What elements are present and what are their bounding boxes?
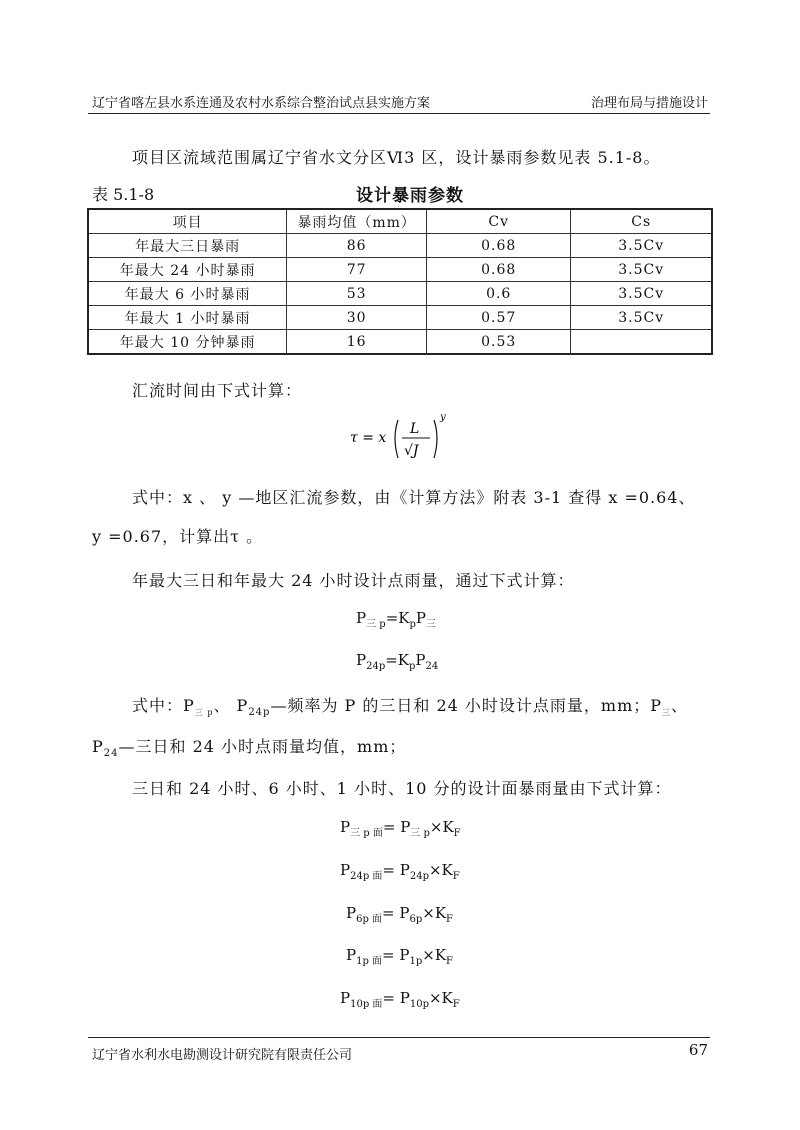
table-cell: 0.68 <box>427 234 571 258</box>
table-header-cell: Cs <box>571 209 712 234</box>
table-cell: 0.6 <box>427 282 571 306</box>
intro-paragraph: 项目区流域范围属辽宁省水文分区Ⅵ3 区，设计暴雨参数见表 5.1-8。 <box>132 148 661 167</box>
area-rainfall-paragraph: 三日和 24 小时、6 小时、1 小时、10 分的设计面暴雨量由下式计算： <box>132 779 672 798</box>
tau-formula-denominator: √J <box>404 443 419 459</box>
table-cell: 0.57 <box>427 306 571 330</box>
area-formula-6h: $P_{6p 面}= P_{6p}\times K_F$ <box>346 904 453 925</box>
table-cell: 年最大 6 小时暴雨 <box>88 282 287 306</box>
confluence-paragraph: 汇流时间由下式计算： <box>132 381 303 400</box>
area-formula-10min: $P_{10p 面}= P_{10p}\times K_F$ <box>340 989 460 1010</box>
table-cell: 年最大 10 分钟暴雨 <box>88 330 287 355</box>
tau-formula-lhs: τ = x <box>350 430 387 446</box>
tau-formula-exponent: y <box>440 412 446 423</box>
table-row <box>88 330 712 355</box>
table-cell: 年最大 24 小时暴雨 <box>88 258 287 282</box>
annual-max-paragraph: 年最大三日和年最大 24 小时设计点雨量，通过下式计算： <box>132 571 575 590</box>
table-row <box>88 234 712 258</box>
where-paragraph-2a: 式中：$P_{三 p}$、 $P_{24p}—$频率为 P 的三日和 24 小时设计点雨量，mm；$P_三$、 <box>132 696 689 719</box>
footer-divider <box>88 1037 710 1038</box>
table-row <box>88 306 712 330</box>
table-cell: 0.68 <box>427 258 571 282</box>
point-rainfall-formula-3day: $P_{三 p}=K_pP_三$ <box>356 609 436 630</box>
table-cell: 16 <box>287 330 427 355</box>
table-cell: 年最大 1 小时暴雨 <box>88 306 287 330</box>
page-number: 67 <box>688 1041 708 1059</box>
left-paren <box>395 420 398 458</box>
table-header-cell: 项目 <box>88 209 287 234</box>
right-paren <box>434 420 437 458</box>
design-rainstorm-table <box>87 208 713 355</box>
table-header-row <box>88 209 712 234</box>
point-rainfall-formula-24h: $P_{24p}=K_pP_{24}$ <box>356 651 439 672</box>
table-cell <box>571 330 712 355</box>
area-formula-3day: $P_{三 p 面}= P_{三 p}\times K_F$ <box>340 818 461 839</box>
header-divider <box>88 113 710 114</box>
where-paragraph-2b: $P_{24}—$三日和 24 小时点雨量均值，mm； <box>92 737 407 760</box>
table-row <box>88 258 712 282</box>
footer-company: 辽宁省水利水电勘测设计研究院有限责任公司 <box>92 1048 353 1063</box>
area-formula-1h: $P_{1p 面}= P_{1p}\times K_F$ <box>346 946 453 967</box>
table-cell: 年最大三日暴雨 <box>88 234 287 258</box>
table-cell: 0.53 <box>427 330 571 355</box>
table-cell: 30 <box>287 306 427 330</box>
table-cell: 3.5Cv <box>571 282 712 306</box>
table-header-cell: 暴雨均值（mm） <box>287 209 427 234</box>
table-cell: 77 <box>287 258 427 282</box>
table-cell: 53 <box>287 282 427 306</box>
tau-formula-numerator: L <box>410 421 420 437</box>
header-right-title: 治理布局与措施设计 <box>590 96 708 111</box>
table-cell: 3.5Cv <box>571 306 712 330</box>
header-left-title: 辽宁省喀左县水系连通及农村水系综合整治试点县实施方案 <box>92 96 431 111</box>
where-paragraph-1b: y =0.67，计算出τ 。 <box>92 527 264 546</box>
table-header-cell: Cv <box>427 209 571 234</box>
table-cell: 3.5Cv <box>571 234 712 258</box>
area-formula-24h: $P_{24p 面}= P_{24p}\times K_F$ <box>340 861 460 882</box>
table-cell: 3.5Cv <box>571 258 712 282</box>
table-row <box>88 282 712 306</box>
table-cell: 86 <box>287 234 427 258</box>
tau-formula <box>350 408 460 468</box>
table-title: 设计暴雨参数 <box>356 186 464 206</box>
table-label: 表 5.1-8 <box>92 185 155 204</box>
where-paragraph-1a: 式中：x 、 y —地区汇流参数，由《计算方法》附表 3-1 查得 x =0.64、 <box>132 488 696 507</box>
